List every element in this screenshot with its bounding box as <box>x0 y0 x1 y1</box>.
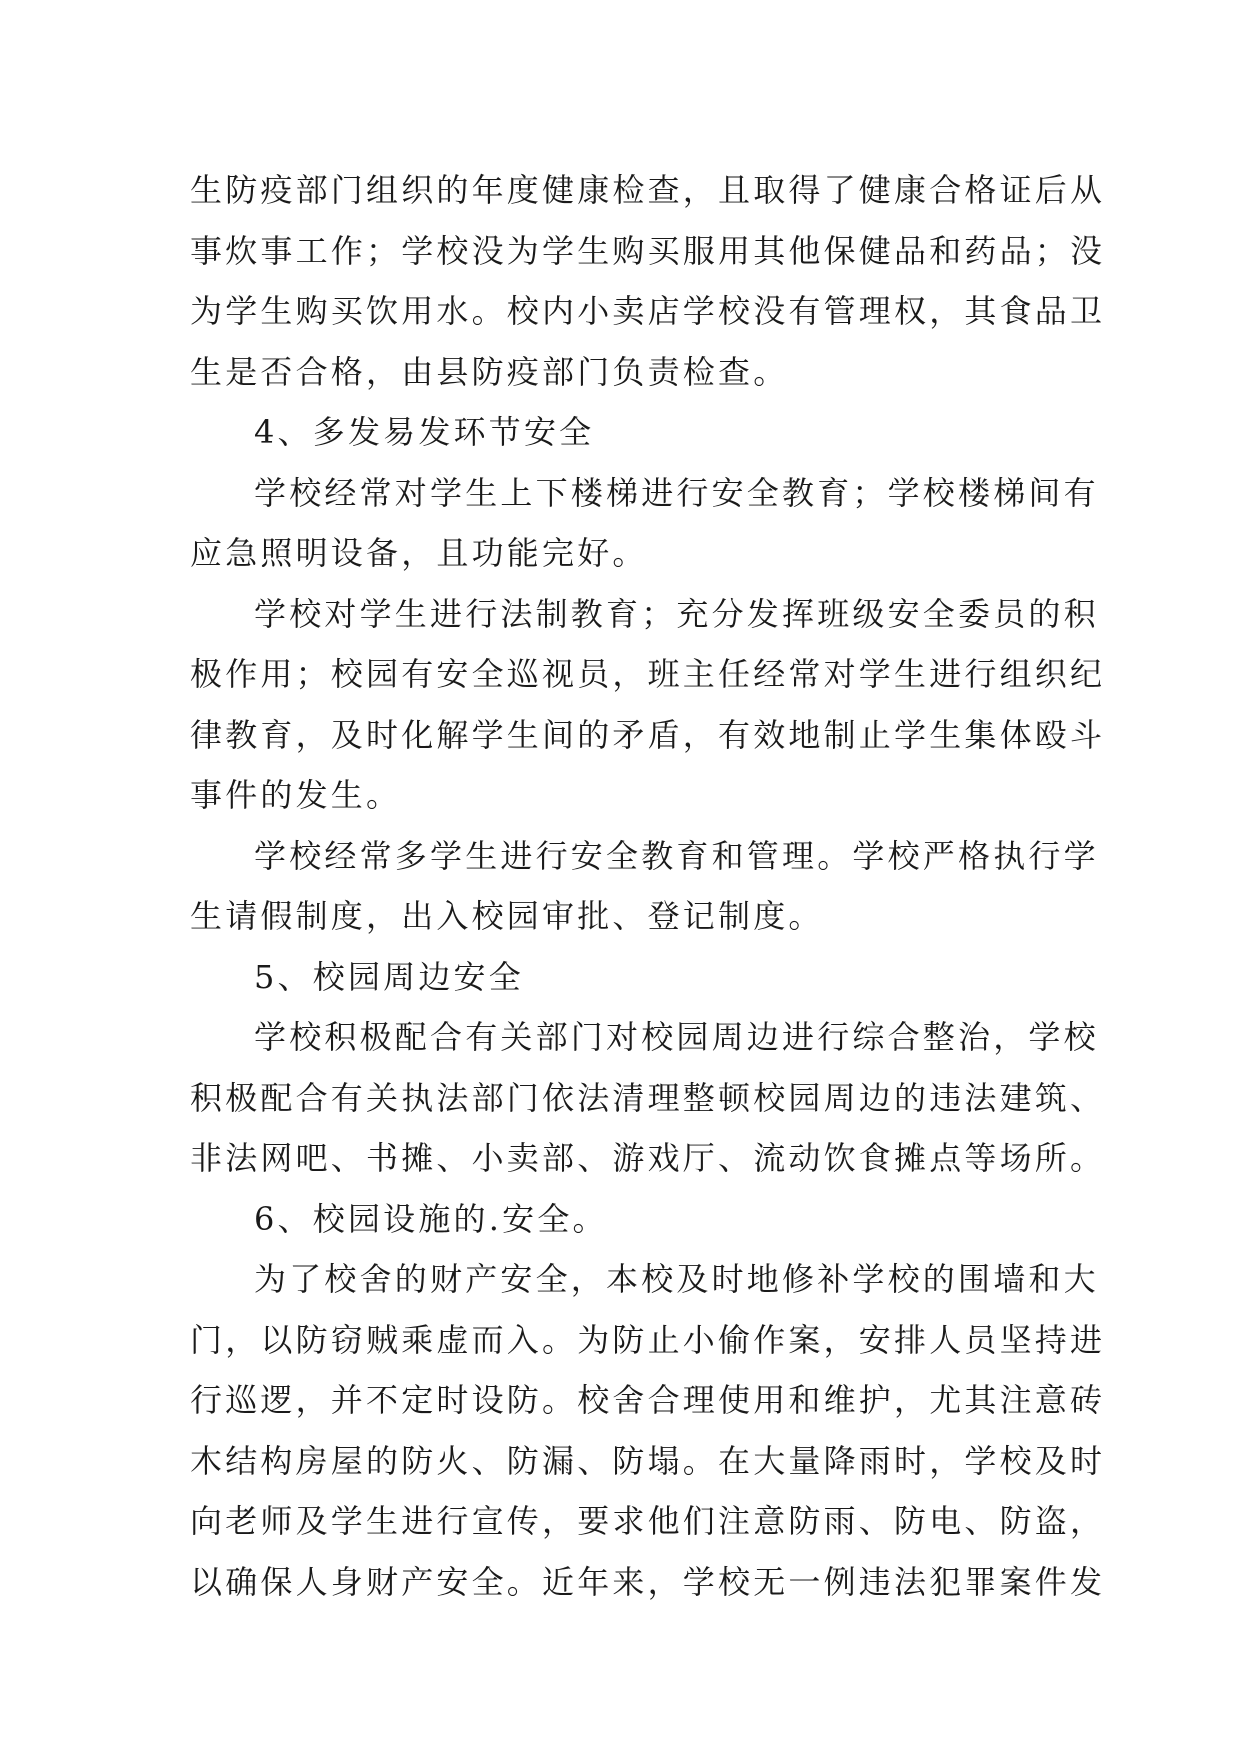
text-line: 积极配合有关执法部门依法清理整顿校园周边的违法建筑、 <box>190 1078 1106 1117</box>
text-line: 律教育，及时化解学生间的矛盾，有效地制止学生集体殴斗 <box>190 715 1106 754</box>
text-line: 生防疫部门组织的年度健康检查，且取得了健康合格证后从 <box>190 171 1106 209</box>
text-line: 行巡逻，并不定时设防。校舍合理使用和维护，尤其注意砖 <box>190 1381 1106 1419</box>
document-body <box>190 160 1106 1612</box>
text-line: 6、校园设施的.安全。 <box>254 1199 608 1238</box>
text-line: 门，以防窃贼乘虚而入。为防止小偷作案，安排人员坚持进 <box>190 1320 1106 1359</box>
text-line: 学校积极配合有关部门对校园周边进行综合整治，学校 <box>254 1018 1099 1056</box>
text-line: 生是否合格，由县防疫部门负责检查。 <box>190 352 789 391</box>
text-line: 为学生购买饮用水。校内小卖店学校没有管理权，其食品卫 <box>190 292 1106 330</box>
text-line: 以确保人身财产安全。近年来，学校无一例违法犯罪案件发 <box>190 1562 1106 1601</box>
text-line: 5、校园周边安全 <box>254 957 524 996</box>
text-line: 生请假制度，出入校园审批、登记制度。 <box>190 897 824 935</box>
text-line: 为了校舍的财产安全，本校及时地修补学校的围墙和大 <box>254 1260 1099 1298</box>
text-line: 事件的发生。 <box>190 776 402 814</box>
text-line: 学校经常对学生上下楼梯进行安全教育；学校楼梯间有 <box>254 473 1099 512</box>
text-line: 学校经常多学生进行安全教育和管理。学校严格执行学 <box>254 836 1099 875</box>
text-line: 4、多发易发环节安全 <box>254 413 595 451</box>
text-line: 向老师及学生进行宣传，要求他们注意防雨、防电、防盗， <box>190 1502 1106 1540</box>
text-line: 木结构房屋的防火、防漏、防塌。在大量降雨时，学校及时 <box>190 1441 1106 1480</box>
text-line: 非法网吧、书摊、小卖部、游戏厅、流动饮食摊点等场所。 <box>190 1139 1106 1177</box>
text-line: 应急照明设备，且功能完好。 <box>190 534 648 572</box>
text-line: 事炊事工作；学校没为学生购买服用其他保健品和药品；没 <box>190 231 1106 270</box>
text-line: 学校对学生进行法制教育；充分发挥班级安全委员的积 <box>254 594 1099 633</box>
text-line: 极作用；校园有安全巡视员，班主任经常对学生进行组织纪 <box>190 655 1106 693</box>
